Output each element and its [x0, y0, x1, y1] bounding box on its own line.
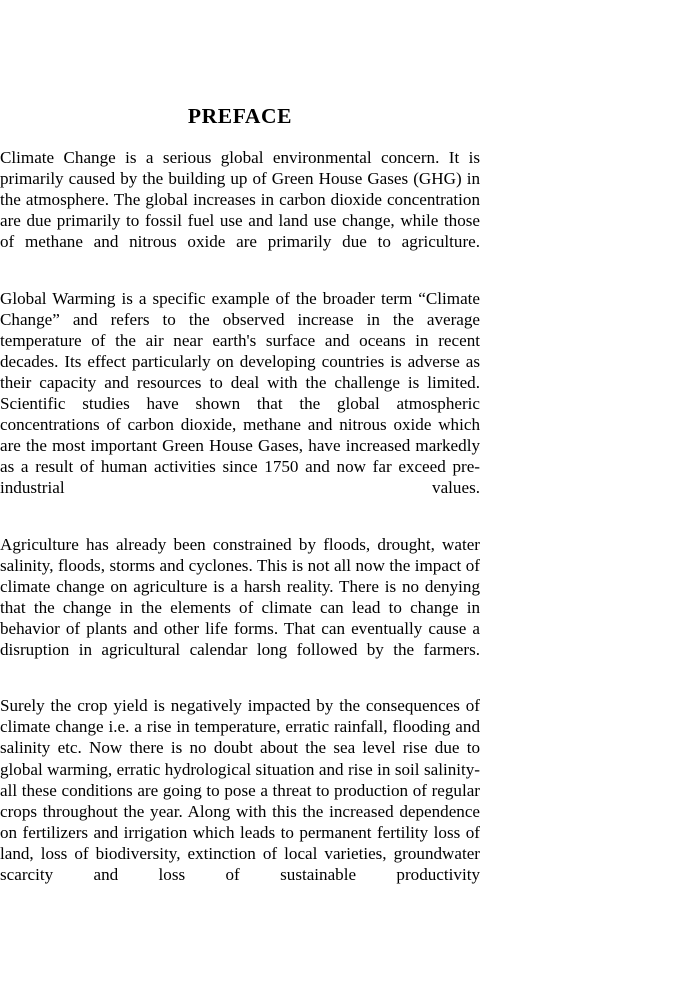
- paragraph: Agriculture has already been constrained by floods, drought, water salinity, floods, storms and cyclones. This is not all now the impact of climate change on agriculture is a harsh reality. There is no denying that the change in the elements of climate can lead to change in behavior of plants and other life forms. That can eventually cause a disruption in agricultural calendar long followed by the farmers.: [0, 534, 480, 660]
- paragraph: Global Warming is a specific example of the broader term “Climate Change” and refers to the observed increase in the average temperature of the air near earth's surface and oceans in recent decades. Its effect particularly on developing countries is adverse as their capacity and resources to deal with the challenge is limited. Scientific studies have shown that the global atmospheric concentrations of carbon dioxide, methane and nitrous oxide which are the most important Green House Gases, have increased markedly as a result of human activities since 1750 and now far exceed pre-industrial values.: [0, 288, 480, 498]
- document-body: [0, 147, 480, 906]
- paragraph: Surely the crop yield is negatively impacted by the consequences of climate change i.e. a rise in temperature, erratic rainfall, flooding and salinity etc. Now there is no doubt about the sea level rise due to global warming, erratic hydrological situation and rise in soil salinity- all these conditions are going to pose a threat to production of regular crops throughout the year. Along with this the increased dependence on fertilizers and irrigation which leads to permanent fertility loss of land, loss of biodiversity, extinction of local varieties, groundwater scarcity and loss of sustainable productivity: [0, 696, 480, 884]
- page-title: PREFACE: [187, 104, 293, 128]
- paragraph: Climate Change is a serious global environmental concern. It is primarily caused by the building up of Green House Gases (GHG) in the atmosphere. The global increases in carbon dioxide concentration are due primarily to fossil fuel use and land use change, while those of methane and nitrous oxide are primarily due to agriculture.: [0, 148, 480, 252]
